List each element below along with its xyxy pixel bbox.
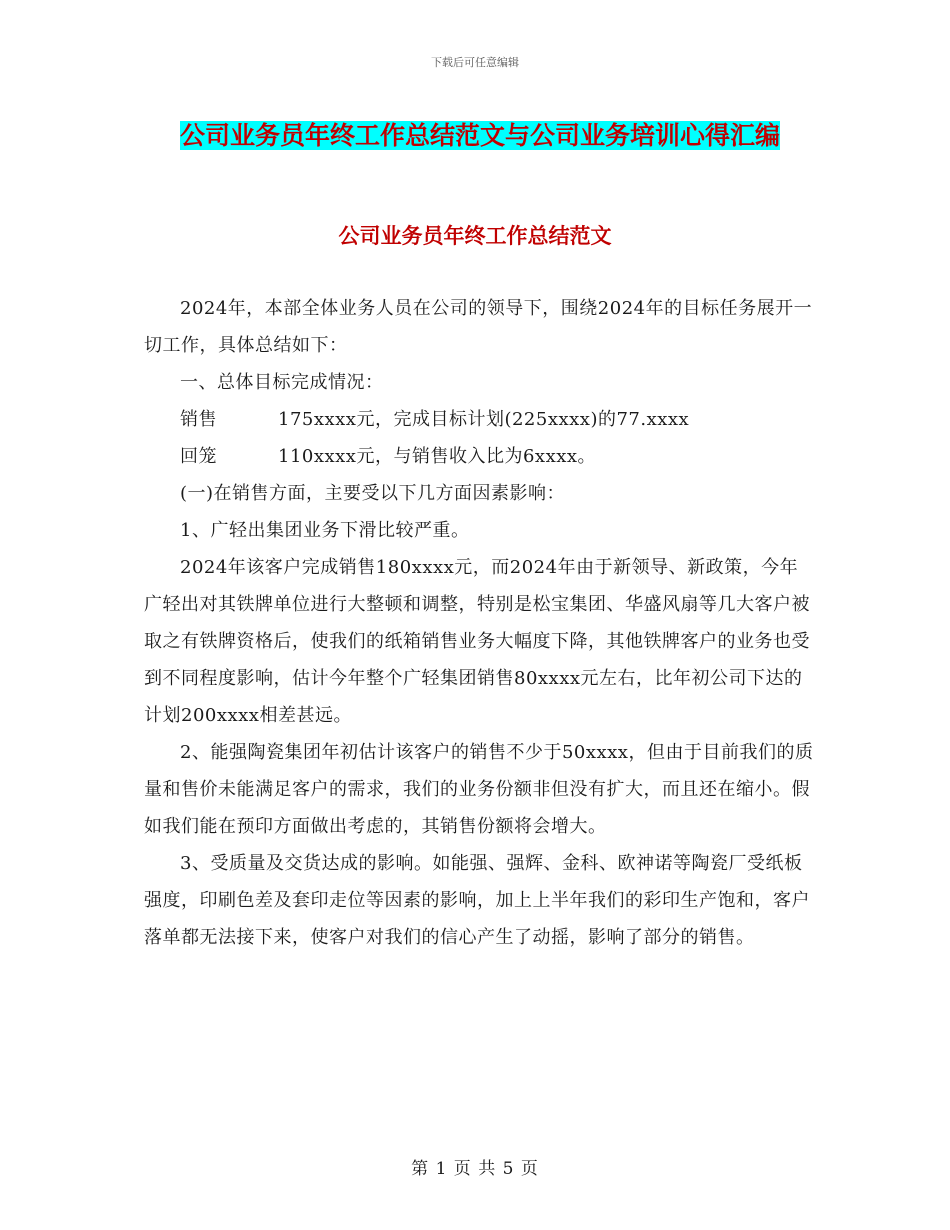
sales-label: 销售: [180, 409, 217, 430]
main-title: [140, 112, 820, 159]
paragraph-item-1: 1、广轻出集团业务下滑比较严重。: [180, 520, 470, 541]
repayment-label: 回笼: [180, 446, 217, 467]
paragraph-item-3: 3、受质量及交货达成的影响。如能强、强辉、金科、欧神诺等陶瓷厂受纸板强度，印刷色差及套印走位等因素的影响，加上上半年我们的彩印生产饱和，客户落单都无法接下来，使客户对我们的信心产生了动摇，影响了部分的销售。: [144, 853, 810, 948]
header-note: 下载后可任意编辑: [431, 56, 519, 69]
repayment-row: [180, 438, 814, 475]
paragraph-item-2: 2、能强陶瓷集团年初估计该客户的销售不少于50xxxx，但由于目前我们的质量和售价未能满足客户的需求，我们的业务份额非但没有扩大，而且还在缩小。假如我们能在预印方面做出考虑的，其销售份额将会增大。: [144, 742, 814, 837]
sales-value: 175xxxx元，完成目标计划(225xxxx)的77.xxxx: [278, 409, 690, 430]
paragraph-sales-factors: (一)在销售方面，主要受以下几方面因素影响：: [180, 483, 566, 504]
section-title: 公司业务员年终工作总结范文: [338, 224, 612, 248]
repayment-value: 110xxxx元，与销售收入比为6xxxx。: [278, 446, 597, 467]
sales-row: [180, 401, 814, 438]
paragraph-overall-goal: 一、总体目标完成情况：: [180, 372, 384, 393]
page-number: 第 1 页 共 5 页: [411, 1159, 539, 1179]
document-body: [144, 290, 814, 956]
main-title-highlight: 公司业务员年终工作总结范文与公司业务培训心得汇编: [179, 121, 780, 150]
paragraph-intro: 2024年，本部全体业务人员在公司的领导下，围绕2024年的目标任务展开一切工作，具体总结如下：: [144, 298, 813, 356]
paragraph-item-1-detail: 2024年该客户完成销售180xxxx元，而2024年由于新领导、新政策，今年广轻出对其铁牌单位进行大整顿和调整，特别是松宝集团、华盛风扇等几大客户被取之有铁牌资格后，使我们的纸箱销售业务大幅度下降，其他铁牌客户的业务也受到不同程度影响，估计今年整个广轻集团销售80xxxx元左右，比年初公司下达的计划200xxxx相差甚远。: [144, 557, 810, 726]
